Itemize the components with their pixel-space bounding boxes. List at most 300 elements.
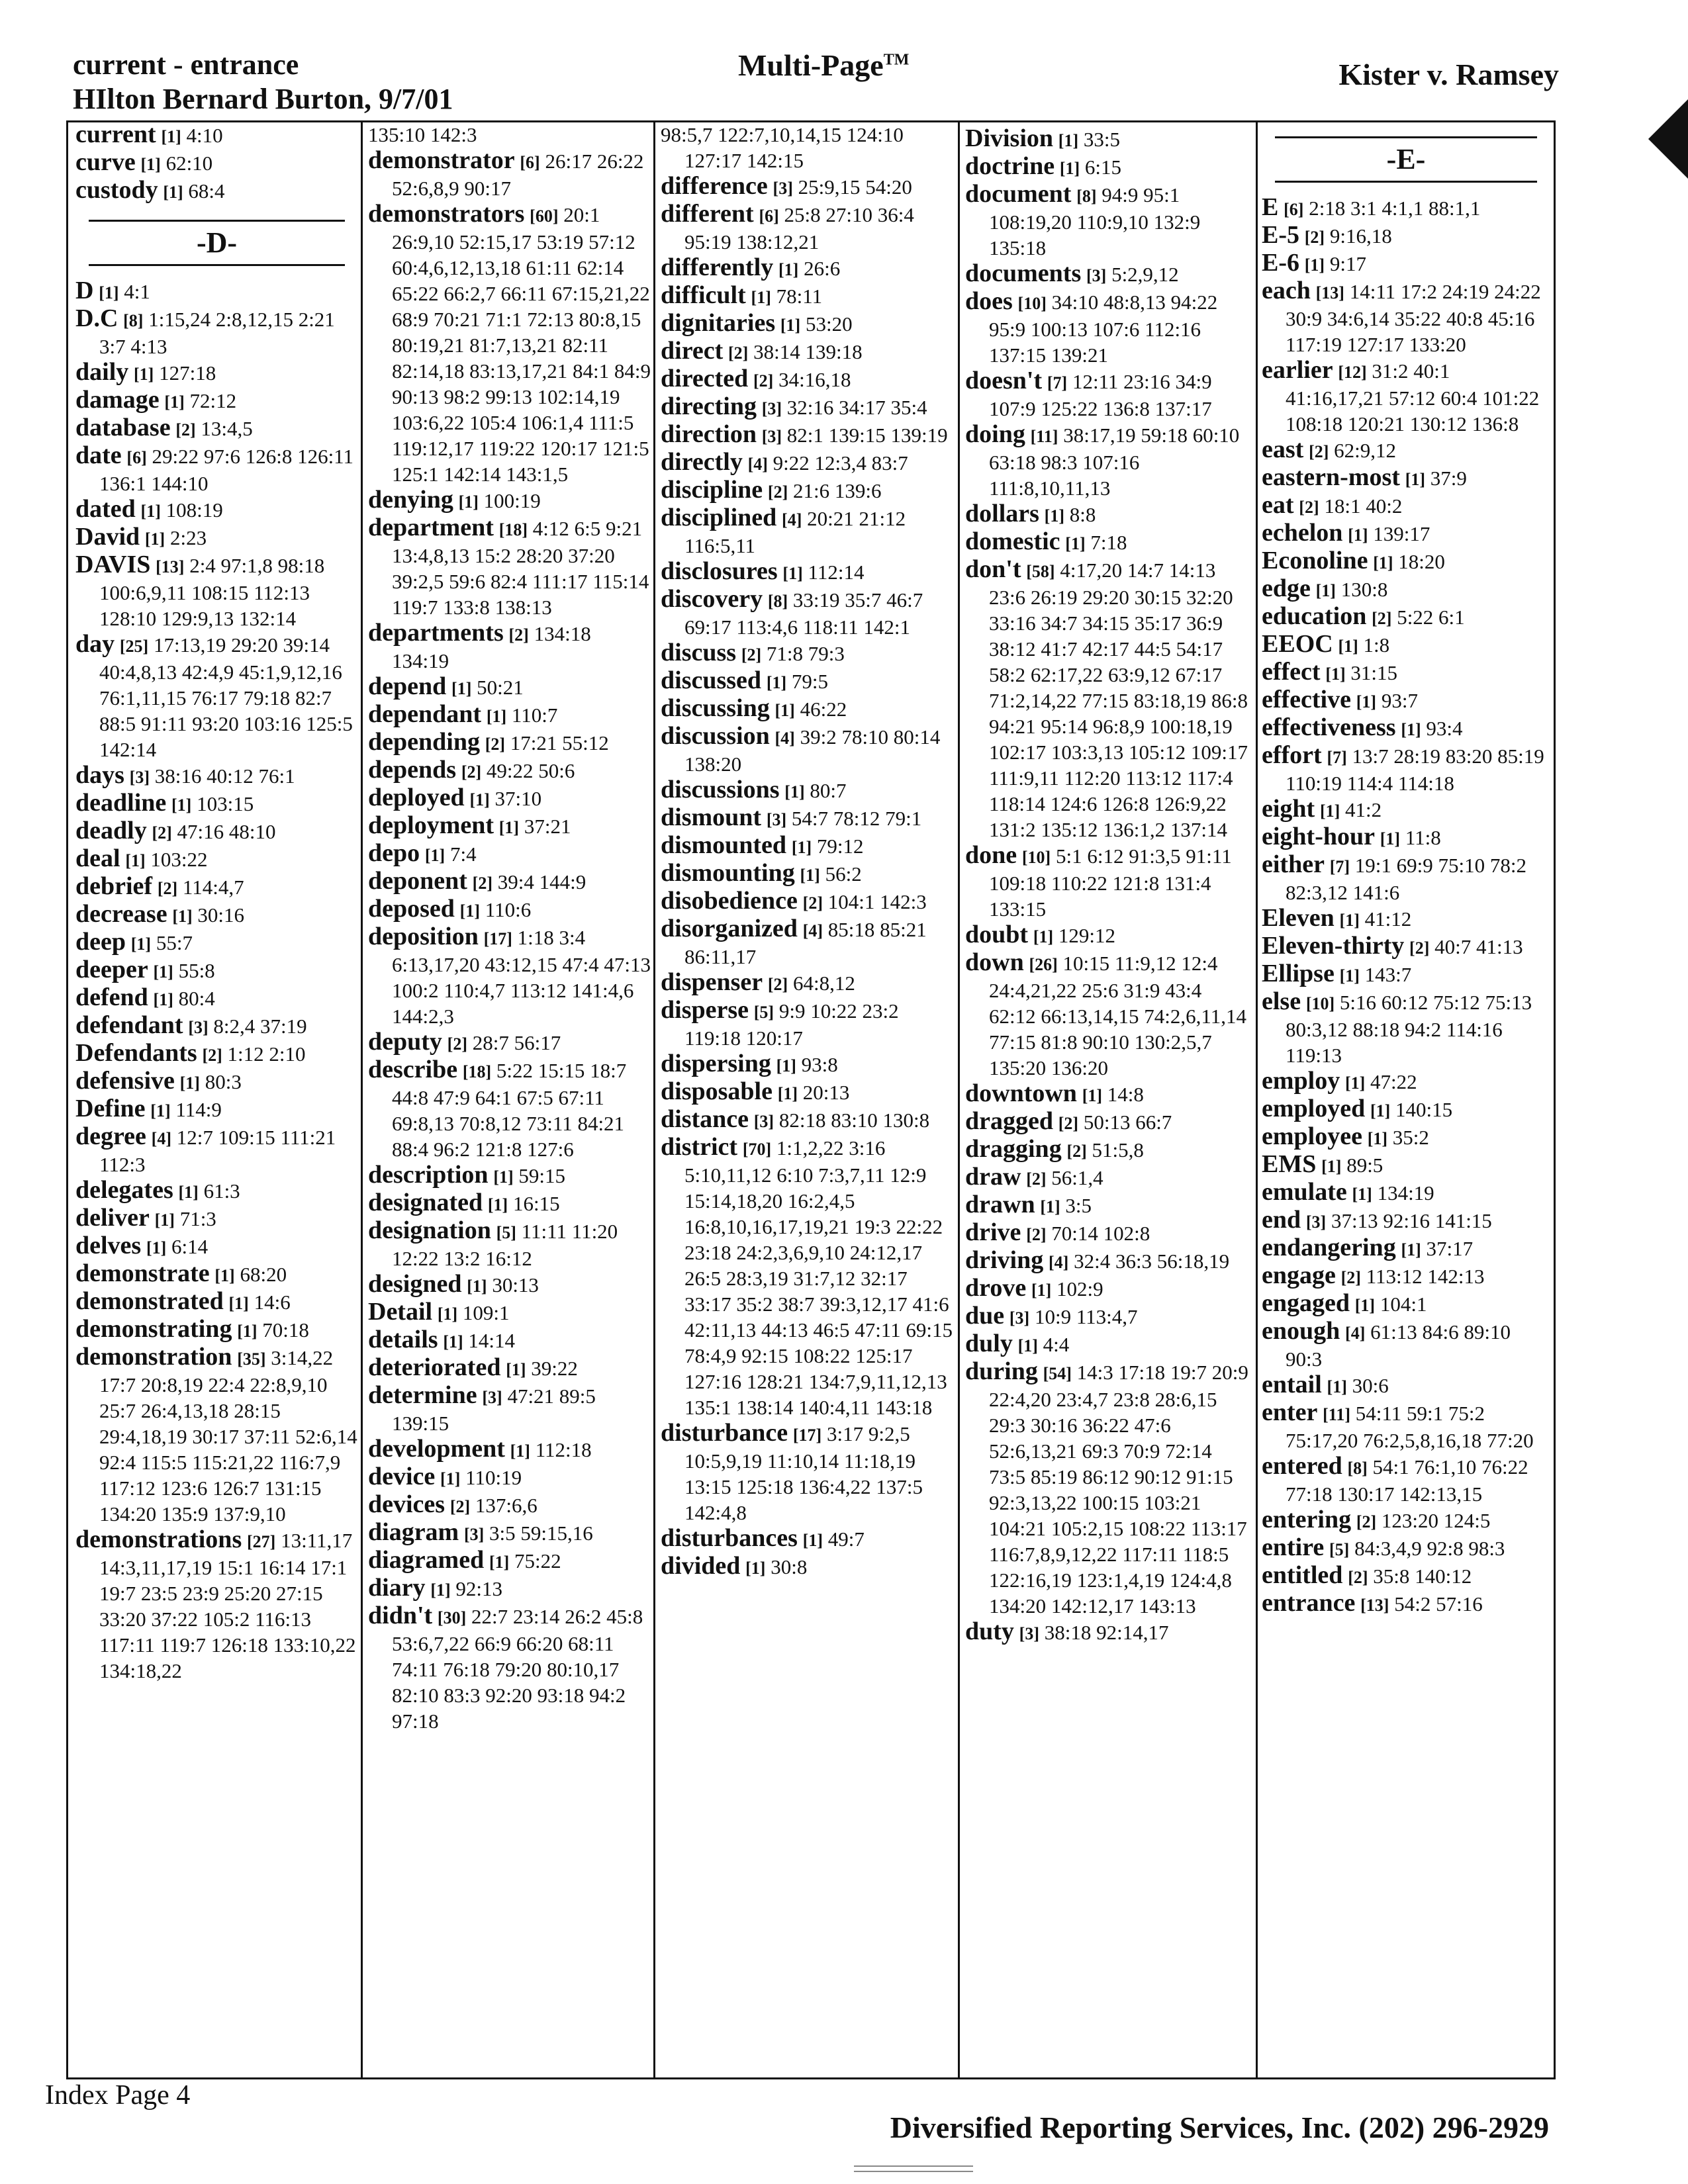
index-entry xyxy=(1262,1590,1550,1618)
index-entry xyxy=(75,415,358,443)
occurrence-count: [1] xyxy=(1373,553,1393,572)
occurrence-count: [1] xyxy=(146,1238,167,1257)
index-entry xyxy=(75,122,358,150)
index-term: description xyxy=(368,1161,489,1189)
page-line-refs: 40:7 41:13 xyxy=(1434,935,1523,958)
index-entry xyxy=(1262,659,1550,687)
occurrence-count: [3] xyxy=(753,1112,774,1131)
index-term: disorganized xyxy=(661,915,798,942)
page-line-refs: 20:21 21:12 116:5,11 xyxy=(684,507,906,557)
reporting-company: Diversified Reporting Services, Inc. (202) 296-2929 xyxy=(890,2111,1549,2144)
index-entry xyxy=(661,723,955,777)
index-entry xyxy=(75,985,358,1013)
page-line-refs: 7:4 xyxy=(449,842,477,866)
page-line-refs: 5:1 6:12 91:3,5 91:11 109:18 110:22 121:8 131:4 133:15 xyxy=(989,844,1232,921)
index-entry xyxy=(368,896,651,924)
index-entry xyxy=(661,477,955,505)
witness-line: HIlton Bernard Burton, 9/7/01 xyxy=(73,83,453,115)
page-line-refs: 98:5,7 122:7,10,14,15 124:10 127:17 142:15 xyxy=(661,123,904,172)
occurrence-count: [1] xyxy=(459,901,480,921)
page-line-refs: 2:23 xyxy=(169,526,207,549)
page-line-refs: 32:4 36:3 56:18,19 xyxy=(1074,1250,1230,1273)
index-entry xyxy=(368,1547,651,1575)
index-entry xyxy=(661,860,955,888)
index-entry xyxy=(368,702,651,729)
page-line-refs: 1:8 xyxy=(1363,633,1390,657)
index-term: does xyxy=(965,287,1013,315)
occurrence-count: [25] xyxy=(119,637,149,656)
page-line-refs: 94:9 95:1 108:19,20 110:9,10 132:9 135:18 xyxy=(989,183,1201,259)
occurrence-count: [1] xyxy=(1344,1073,1366,1093)
occurrence-count: [13] xyxy=(1315,283,1344,302)
occurrence-count: [10] xyxy=(1021,848,1051,867)
occurrence-count: [1] xyxy=(782,564,803,583)
index-term: discussing xyxy=(661,694,770,722)
occurrence-count: [13] xyxy=(156,557,185,576)
scan-edge-mark xyxy=(1648,99,1688,179)
index-entry xyxy=(965,261,1253,289)
index-entry xyxy=(75,957,358,985)
occurrence-count: [3] xyxy=(766,810,787,829)
index-entry xyxy=(1262,1318,1550,1372)
index-entry xyxy=(661,1107,955,1134)
index-term: discussions xyxy=(661,776,780,803)
page-line-refs: 123:20 124:5 xyxy=(1381,1509,1491,1532)
index-entry xyxy=(661,255,955,283)
page-line-refs: 14:11 17:2 24:19 24:22 30:9 34:6,14 35:22 40:8 45:16 117:19 127:17 133:20 xyxy=(1286,280,1541,356)
occurrence-count: [1] xyxy=(1040,1197,1060,1216)
index-term: Define xyxy=(75,1095,146,1122)
occurrence-count: [1] xyxy=(1338,637,1358,656)
page-line-refs: 102:9 xyxy=(1056,1277,1103,1300)
occurrence-count: [1] xyxy=(164,392,185,412)
index-term: entitled xyxy=(1262,1561,1343,1589)
page-line-refs: 28:7 56:17 xyxy=(472,1031,561,1054)
occurrence-count: [2] xyxy=(802,893,823,913)
page-line-refs: 109:1 xyxy=(462,1301,510,1324)
index-term: dependant xyxy=(368,700,482,728)
index-term: depend xyxy=(368,672,447,700)
occurrence-count: [1] xyxy=(751,288,771,307)
index-entry xyxy=(368,122,651,148)
occurrence-count: [8] xyxy=(767,592,788,611)
occurrence-count: [1] xyxy=(1354,1296,1376,1315)
index-term: DAVIS xyxy=(75,551,151,578)
index-term: determine xyxy=(368,1381,477,1409)
occurrence-count: [6] xyxy=(520,153,540,172)
page-line-refs: 1:1,2,22 3:16 5:10,11,12 6:10 7:3,7,11 12:9 15:14,18,20 16:2,4,5 16:8,10,16,17,19,21 19:3 22:22 23:18 24:2,3,6,9,10 24:12,17 26:5 28:3,19 31:7,12 32:17 33:17 35:2 38:7 39:3,12,17 41:6 42:11,13 44:13 46:5 47:11 69:15 78:4,9 92:15 108:22 125:17 127:16 128:21 134:7,9,11,12,13 135:1 138:14 140:4,11 143:18 xyxy=(684,1136,953,1419)
index-entry xyxy=(368,1029,651,1057)
occurrence-count: [2] xyxy=(1309,442,1329,461)
index-term: delves xyxy=(75,1232,142,1259)
index-entry xyxy=(661,805,955,833)
index-term: deployment xyxy=(368,811,494,839)
index-entry xyxy=(661,916,955,970)
index-term: D.C xyxy=(75,304,118,332)
occurrence-count: [1] xyxy=(506,1360,526,1379)
page-line-refs: 38:17,19 59:18 60:10 63:18 98:3 107:16 111:8,10,11,13 xyxy=(989,424,1240,500)
page-line-refs: 33:5 xyxy=(1083,128,1120,151)
index-term: doing xyxy=(965,420,1025,448)
occurrence-count: [1] xyxy=(1370,1101,1391,1120)
page-line-refs: 61:3 xyxy=(203,1179,240,1203)
index-term: entered xyxy=(1262,1452,1342,1480)
occurrence-count: [4] xyxy=(802,921,823,940)
page-line-refs: 19:1 69:9 75:10 78:2 82:3,12 141:6 xyxy=(1286,854,1526,904)
index-term: Econoline xyxy=(1262,547,1368,574)
index-term: drove xyxy=(965,1274,1027,1302)
occurrence-count: [1] xyxy=(1059,159,1080,178)
occurrence-count: [2] xyxy=(1372,609,1392,628)
page-line-refs: 9:17 xyxy=(1329,252,1366,275)
index-entry xyxy=(75,150,358,177)
index-term: designation xyxy=(368,1216,491,1244)
index-term: enough xyxy=(1262,1317,1340,1345)
page-line-refs: 70:18 xyxy=(262,1318,309,1342)
occurrence-count: [2] xyxy=(472,874,492,893)
index-term: engaged xyxy=(1262,1289,1350,1317)
index-term: deployed xyxy=(368,784,465,811)
index-entry xyxy=(75,818,358,846)
occurrence-count: [1] xyxy=(1327,1377,1347,1396)
page-line-refs: 55:8 xyxy=(178,959,215,982)
index-entry xyxy=(368,1162,651,1190)
occurrence-count: [1] xyxy=(1401,720,1421,739)
occurrence-count: [7] xyxy=(1327,748,1347,767)
index-entry xyxy=(1262,961,1550,989)
page-line-refs: 14:14 xyxy=(468,1329,516,1352)
page-line-refs: 93:8 xyxy=(801,1053,838,1076)
index-term: edge xyxy=(1262,574,1311,602)
index-term: directing xyxy=(661,392,757,420)
index-term: diagramed xyxy=(368,1546,485,1574)
page-line-refs: 30:13 xyxy=(492,1273,539,1297)
index-entry xyxy=(661,777,955,805)
occurrence-count: [2] xyxy=(741,645,762,664)
index-entry xyxy=(75,1177,358,1205)
page-line-refs: 139:17 xyxy=(1373,522,1430,545)
occurrence-count: [3] xyxy=(188,1018,209,1037)
occurrence-count: [2] xyxy=(1026,1169,1047,1189)
index-term: Eleven xyxy=(1262,904,1335,932)
index-term: depends xyxy=(368,756,457,784)
occurrence-count: [1] xyxy=(800,866,820,885)
index-term: depo xyxy=(368,839,420,867)
index-term: diagram xyxy=(368,1518,459,1546)
index-entry xyxy=(75,762,358,790)
page-line-refs: 59:15 xyxy=(518,1164,566,1187)
index-entry xyxy=(1262,1179,1550,1207)
index-term: disperse xyxy=(661,996,749,1024)
page-line-refs: 127:18 xyxy=(159,361,216,385)
index-term: directed xyxy=(661,365,749,392)
page-line-refs: 82:18 83:10 130:8 xyxy=(778,1109,930,1132)
occurrence-count: [2] xyxy=(767,975,788,994)
occurrence-count: [3] xyxy=(463,1525,485,1544)
page-line-refs: 71:8 79:3 xyxy=(766,642,845,665)
index-term: employee xyxy=(1262,1122,1362,1150)
index-entry xyxy=(965,1248,1253,1275)
occurrence-count: [1] xyxy=(1352,1185,1372,1204)
index-term: drawn xyxy=(965,1191,1035,1218)
page-line-refs: 110:19 xyxy=(465,1466,522,1489)
index-term: entire xyxy=(1262,1533,1325,1561)
index-entry xyxy=(1262,1291,1550,1318)
occurrence-count: [2] xyxy=(1304,228,1325,247)
page-line-refs: 21:6 139:6 xyxy=(792,479,882,502)
occurrence-count: [1] xyxy=(130,934,152,954)
occurrence-count: [18] xyxy=(462,1062,492,1081)
occurrence-count: [1] xyxy=(1339,911,1360,930)
page-line-refs: 50:21 xyxy=(477,676,524,699)
page-line-refs: 30:16 xyxy=(197,903,245,927)
index-term: different xyxy=(661,200,754,228)
occurrence-count: [1] xyxy=(451,679,472,698)
occurrence-count: [2] xyxy=(508,625,529,645)
page-line-refs: 38:14 139:18 xyxy=(753,340,863,363)
occurrence-count: [1] xyxy=(1348,525,1368,545)
occurrence-count: [2] xyxy=(152,823,172,842)
page-line-refs: 33:19 35:7 46:7 69:17 113:4,6 118:11 142:1 xyxy=(684,588,923,639)
occurrence-count: [2] xyxy=(1409,938,1430,958)
index-entry xyxy=(661,668,955,696)
occurrence-count: [1] xyxy=(214,1266,235,1285)
page-line-refs: 103:15 xyxy=(197,792,254,815)
page-header-left xyxy=(73,48,453,116)
index-term: doubt xyxy=(965,921,1029,948)
occurrence-count: [1] xyxy=(125,851,146,870)
occurrence-count: [1] xyxy=(153,990,173,1009)
occurrence-count: [30] xyxy=(437,1608,467,1627)
index-entry xyxy=(75,1289,358,1316)
index-term: deal xyxy=(75,844,120,872)
index-entry xyxy=(368,201,651,487)
occurrence-count: [2] xyxy=(157,879,178,898)
occurrence-count: [4] xyxy=(774,729,795,748)
page-line-refs: 10:9 113:4,7 xyxy=(1034,1305,1138,1328)
case-name: Kister v. Ramsey xyxy=(1338,58,1559,91)
index-entry xyxy=(75,496,358,524)
index-term: disciplined xyxy=(661,504,777,531)
index-term: degree xyxy=(75,1122,146,1150)
index-term: department xyxy=(368,514,494,541)
page-line-refs: 13:11,17 14:3,11,17,19 15:1 16:14 17:1 19:7 23:5 23:9 25:20 27:15 33:20 37:22 105:2 116:13 117:11 119:7 126:18 133:10,22 134:18,22 xyxy=(99,1529,356,1682)
index-term: doesn't xyxy=(965,367,1043,394)
index-entry xyxy=(965,154,1253,181)
page-line-refs: 47:22 xyxy=(1370,1070,1417,1093)
occurrence-count: [1] xyxy=(179,1073,200,1093)
index-term: discipline xyxy=(661,476,763,504)
page-line-refs: 54:1 76:1,10 76:22 77:18 130:17 142:13,15 xyxy=(1286,1455,1528,1506)
index-range: current - entrance xyxy=(73,48,299,81)
occurrence-count: [3] xyxy=(1009,1308,1030,1328)
occurrence-count: [1] xyxy=(228,1294,249,1313)
occurrence-count: [12] xyxy=(1338,363,1367,382)
page-line-refs: 3:5 59:15,16 xyxy=(489,1522,593,1545)
index-term: directly xyxy=(661,448,743,476)
occurrence-count: [1] xyxy=(171,796,192,815)
index-term: Defendants xyxy=(75,1039,197,1067)
index-entry xyxy=(368,1436,651,1464)
page-line-refs: 62:9,12 xyxy=(1334,439,1397,462)
index-term: departments xyxy=(368,619,504,647)
occurrence-count: [1] xyxy=(140,502,161,521)
occurrence-count: [6] xyxy=(1284,200,1304,219)
index-entry xyxy=(661,1079,955,1107)
index-term: enter xyxy=(1262,1398,1318,1426)
index-term: education xyxy=(1262,602,1367,630)
occurrence-count: [10] xyxy=(1017,294,1047,313)
index-entry xyxy=(661,888,955,916)
index-entry xyxy=(75,387,358,415)
index-entry xyxy=(1262,1096,1550,1124)
index-entry xyxy=(75,1013,358,1040)
index-term: custody xyxy=(75,176,158,204)
index-column-3 xyxy=(655,120,958,2079)
page-line-refs: 31:2 40:1 41:16,17,21 57:12 60:4 101:22 108:18 120:21 130:12 136:8 xyxy=(1286,359,1540,435)
page-line-refs: 37:21 xyxy=(524,815,571,838)
occurrence-count: [2] xyxy=(485,735,506,754)
page-line-refs: 114:9 xyxy=(175,1098,222,1121)
page-line-refs: 70:14 102:8 xyxy=(1051,1222,1150,1245)
index-entry xyxy=(965,922,1253,950)
page-line-refs: 2:18 3:1 4:1,1 88:1,1 xyxy=(1309,197,1481,220)
index-entry xyxy=(368,1603,651,1734)
index-entry xyxy=(75,846,358,874)
index-term: defend xyxy=(75,983,148,1011)
occurrence-count: [1] xyxy=(134,365,154,384)
page-line-refs: 38:16 40:12 76:1 xyxy=(154,764,295,788)
index-term: discussion xyxy=(661,722,770,750)
index-entry xyxy=(965,1081,1253,1109)
occurrence-count: [8] xyxy=(1347,1459,1368,1478)
occurrence-count: [1] xyxy=(467,1277,487,1296)
occurrence-count: [3] xyxy=(129,768,150,787)
page-line-refs: 14:6 xyxy=(254,1291,291,1314)
index-term: down xyxy=(965,948,1024,976)
page-line-refs: 17:21 55:12 xyxy=(510,731,609,754)
occurrence-count: [10] xyxy=(1305,994,1335,1013)
page-line-refs: 80:4 xyxy=(178,987,215,1010)
index-entry xyxy=(661,283,955,310)
occurrence-count: [1] xyxy=(486,707,507,726)
page-line-refs: 29:22 97:6 126:8 126:11 136:1 144:10 xyxy=(99,445,354,495)
index-term: current xyxy=(75,120,156,148)
page-line-refs: 4:10 xyxy=(186,124,223,147)
page-line-refs: 51:5,8 xyxy=(1092,1138,1144,1161)
index-term: E-5 xyxy=(1262,221,1299,249)
index-term: duty xyxy=(965,1617,1014,1645)
page-line-refs: 112:18 xyxy=(535,1438,592,1461)
index-term: due xyxy=(965,1302,1005,1330)
page-line-refs: 12:7 109:15 111:21 112:3 xyxy=(99,1126,336,1176)
letter-heading: -E- xyxy=(1275,136,1537,183)
occurrence-count: [1] xyxy=(458,492,479,512)
occurrence-count: [2] xyxy=(1058,1114,1079,1133)
page-line-refs: 8:8 xyxy=(1069,503,1096,526)
index-term: deposed xyxy=(368,895,455,923)
index-entry xyxy=(965,1359,1253,1619)
page-line-refs: 41:12 xyxy=(1364,907,1412,931)
index-entry xyxy=(1262,1563,1550,1590)
occurrence-count: [1] xyxy=(430,1580,451,1600)
index-term: disturbances xyxy=(661,1524,798,1552)
index-entry xyxy=(75,1261,358,1289)
index-term: eight xyxy=(1262,795,1315,823)
index-term: dismount xyxy=(661,803,762,831)
index-term: employ xyxy=(1262,1067,1340,1095)
occurrence-count: [60] xyxy=(530,206,559,226)
occurrence-count: [2] xyxy=(1356,1512,1377,1531)
index-term: dignitaries xyxy=(661,309,776,337)
page-line-refs: 5:2,9,12 xyxy=(1111,263,1179,286)
index-entry xyxy=(965,368,1253,422)
index-term: duly xyxy=(965,1330,1013,1357)
index-term: employed xyxy=(1262,1095,1366,1122)
index-term: disturbance xyxy=(661,1419,788,1447)
occurrence-count: [11] xyxy=(1030,427,1058,446)
occurrence-count: [1] xyxy=(469,790,490,809)
occurrence-count: [1] xyxy=(437,1304,458,1324)
index-entry xyxy=(1262,576,1550,604)
index-term: dated xyxy=(75,495,136,523)
page-line-refs: 89:5 xyxy=(1346,1154,1383,1177)
index-entry xyxy=(368,1355,651,1383)
index-entry xyxy=(1262,824,1550,852)
index-term: eight-hour xyxy=(1262,823,1375,850)
page-line-refs: 80:7 xyxy=(810,779,847,802)
index-entry xyxy=(1262,631,1550,659)
page-line-refs: 26:17 26:22 52:6,8,9 90:17 xyxy=(392,150,644,200)
index-entry xyxy=(661,640,955,668)
page-line-refs: 37:9 xyxy=(1430,467,1467,490)
page-line-refs: 1:12 2:10 xyxy=(227,1042,306,1066)
index-entry xyxy=(368,1271,651,1299)
index-term: direct xyxy=(661,337,724,365)
index-term: dragged xyxy=(965,1107,1053,1135)
page-line-refs: 8:2,4 37:19 xyxy=(213,1015,307,1038)
index-entry xyxy=(1262,905,1550,933)
page-line-refs: 49:7 xyxy=(827,1527,865,1551)
index-term: dollars xyxy=(965,500,1039,527)
index-entry xyxy=(75,901,358,929)
occurrence-count: [1] xyxy=(1405,470,1426,489)
occurrence-count: [1] xyxy=(163,183,183,202)
index-entry xyxy=(75,1124,358,1177)
occurrence-count: [1] xyxy=(498,818,520,837)
page-line-refs: 20:13 xyxy=(802,1081,850,1104)
index-entry xyxy=(965,126,1253,154)
occurrence-count: [27] xyxy=(246,1532,276,1551)
occurrence-count: [1] xyxy=(1033,927,1054,946)
occurrence-count: [11] xyxy=(1323,1405,1351,1424)
page-line-refs: 56:2 xyxy=(825,862,862,886)
occurrence-count: [2] xyxy=(175,420,196,439)
index-term: dispersing xyxy=(661,1050,771,1077)
index-entry xyxy=(1262,1263,1550,1291)
index-term: E-6 xyxy=(1262,249,1299,277)
page-line-refs: 62:10 xyxy=(165,152,213,175)
occurrence-count: [70] xyxy=(742,1140,772,1159)
occurrence-count: [6] xyxy=(759,206,779,226)
occurrence-count: [1] xyxy=(489,1553,510,1572)
occurrence-count: [54] xyxy=(1043,1364,1072,1383)
page-line-refs: 1:15,24 2:8,12,15 2:21 3:7 4:13 xyxy=(99,308,335,358)
index-column-5 xyxy=(1258,120,1553,2079)
page-line-refs: 4:12 6:5 9:21 13:4,8,13 15:2 28:20 37:20 39:2,5 59:6 82:4 111:17 115:14 119:7 133:8 138:13 xyxy=(392,517,649,619)
index-term: curve xyxy=(75,148,136,176)
page-line-refs: 47:16 48:10 xyxy=(177,820,276,843)
